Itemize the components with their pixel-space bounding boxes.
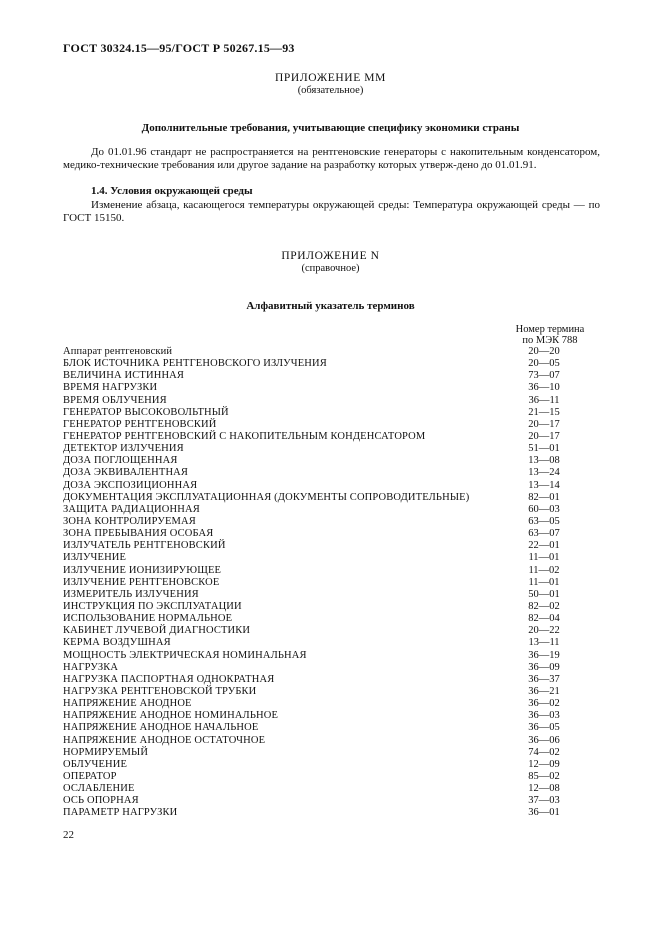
index-entry	[63, 504, 600, 516]
index-term-number: 74—02	[528, 746, 560, 758]
index-term: ЗАЩИТА РАДИАЦИОННАЯ	[63, 503, 200, 515]
index-term-number: 11—02	[528, 564, 560, 576]
index-term-number: 20—20	[528, 346, 560, 357]
index-term: ОПЕРАТОР	[63, 770, 117, 782]
annex-mm-paragraph-1: До 01.01.96 стандарт не распространяется на рентгеновские генераторы с накопительным конденсатором, медико-технические требования или другое задание на разработку которых утверж-дено до 01.01.91.	[63, 146, 600, 171]
index-term-number: 36—03	[528, 710, 560, 722]
index-term-number: 36—21	[528, 685, 560, 697]
index-term-number: 73—07	[528, 370, 560, 382]
column-header-line-2: по МЭК 788	[522, 335, 578, 346]
index-term: ИЗЛУЧЕНИЕ ИОНИЗИРУЮЩЕЕ	[63, 564, 222, 576]
index-entry	[63, 565, 600, 577]
index-term: ДОКУМЕНТАЦИЯ ЭКСПЛУАТАЦИОННАЯ (ДОКУМЕНТЫ СОПРОВОДИТЕЛЬНЫЕ)	[63, 491, 470, 503]
index-term: ДОЗА ЭКСПОЗИЦИОННАЯ	[63, 479, 198, 491]
index-entry	[63, 674, 600, 686]
index-entry	[63, 407, 600, 419]
index-entry	[63, 613, 600, 625]
index-term-number: 82—04	[528, 613, 560, 625]
annex-mm-title: ПРИЛОЖЕНИЕ ММ	[275, 72, 386, 84]
index-entry	[63, 735, 600, 747]
index-entry	[63, 431, 600, 443]
index-term-number: 12—09	[528, 758, 560, 770]
index-term: ИЗЛУЧЕНИЕ	[63, 552, 127, 564]
index-term: КАБИНЕТ ЛУЧЕВОЙ ДИАГНОСТИКИ	[63, 625, 251, 637]
index-entry	[63, 795, 600, 807]
column-header	[500, 324, 600, 346]
index-term: НАГРУЗКА РЕНТГЕНОВСКОЙ ТРУБКИ	[63, 685, 257, 697]
document-header: ГОСТ 30324.15—95/ГОСТ Р 50267.15—93	[63, 41, 295, 55]
index-entry	[63, 346, 600, 358]
index-term-number: 63—05	[528, 515, 560, 527]
index-entry	[63, 783, 600, 795]
index-term: МОЩНОСТЬ ЭЛЕКТРИЧЕСКАЯ НОМИНАЛЬНАЯ	[63, 649, 307, 661]
index-entry	[63, 650, 600, 662]
index-entry	[63, 480, 600, 492]
index-entry	[63, 710, 600, 722]
index-term-number: 21—15	[528, 406, 560, 418]
index-entry	[63, 395, 600, 407]
index-term: ГЕНЕРАТОР РЕНТГЕНОВСКИЙ	[63, 418, 217, 430]
index-entry	[63, 516, 600, 528]
index-term-number: 60—03	[528, 503, 560, 515]
index-term-number: 36—37	[528, 673, 560, 685]
index-term: Аппарат рентгеновский	[63, 346, 173, 357]
index-term-number: 36—06	[528, 734, 560, 746]
page-number: 22	[63, 829, 74, 841]
index-term: НАПРЯЖЕНИЕ АНОДНОЕ ОСТАТОЧНОЕ	[63, 734, 266, 746]
index-term-number: 36—01	[528, 807, 560, 819]
index-entry	[63, 759, 600, 771]
index-entry	[63, 443, 600, 455]
index-term: ВРЕМЯ ОБЛУЧЕНИЯ	[63, 394, 167, 406]
index-entry	[63, 589, 600, 601]
index-term-number: 85—02	[528, 770, 560, 782]
index-term: ДОЗА ЭКВИВАЛЕНТНАЯ	[63, 467, 189, 479]
index-term-number: 82—01	[528, 491, 560, 503]
index-term: ИЗЛУЧАТЕЛЬ РЕНТГЕНОВСКИЙ	[63, 540, 226, 552]
index-term-number: 20—17	[528, 418, 560, 430]
annex-n-subtitle: (справочное)	[301, 263, 360, 274]
index-term-number: 20—05	[528, 358, 560, 370]
index-term: ДЕТЕКТОР ИЗЛУЧЕНИЯ	[63, 443, 184, 455]
index-term-number: 50—01	[528, 588, 560, 600]
index-term-number: 13—14	[528, 479, 560, 491]
annex-mm-heading: Дополнительные требования, учитывающие специфику экономики страны	[141, 122, 520, 134]
index-term: КЕРМА ВОЗДУШНАЯ	[63, 637, 171, 649]
index-term: ОБЛУЧЕНИЕ	[63, 758, 128, 770]
index-entry	[63, 807, 600, 819]
index-entry	[63, 698, 600, 710]
index-entry	[63, 625, 600, 637]
index-term: НАПРЯЖЕНИЕ АНОДНОЕ НОМИНАЛЬНОЕ	[63, 710, 279, 722]
index-term: НОРМИРУЕМЫЙ	[63, 746, 149, 758]
index-term: ДОЗА ПОГЛОЩЕННАЯ	[63, 455, 178, 467]
index-term-number: 13—24	[528, 467, 560, 479]
index-term-number: 13—11	[528, 637, 560, 649]
index-entry	[63, 552, 600, 564]
index-entry	[63, 382, 600, 394]
index-term-number: 82—02	[528, 600, 560, 612]
index-term-number: 51—01	[528, 443, 560, 455]
index-entry	[63, 467, 600, 479]
term-index	[63, 346, 600, 819]
index-entry	[63, 370, 600, 382]
index-term: ПАРАМЕТР НАГРУЗКИ	[63, 807, 178, 819]
index-entry	[63, 686, 600, 698]
index-term-number: 36—09	[528, 661, 560, 673]
column-header-line-1: Номер термина	[515, 324, 585, 335]
annex-n-title: ПРИЛОЖЕНИЕ N	[281, 250, 380, 262]
index-entry	[63, 601, 600, 613]
index-term: ОСЛАБЛЕНИЕ	[63, 783, 135, 795]
index-term: ГЕНЕРАТОР РЕНТГЕНОВСКИЙ С НАКОПИТЕЛЬНЫМ КОНДЕНСАТОРОМ	[63, 430, 426, 442]
index-entry	[63, 528, 600, 540]
index-term: НАПРЯЖЕНИЕ АНОДНОЕ	[63, 698, 192, 710]
index-term-number: 13—08	[528, 455, 560, 467]
index-term: ЗОНА ПРЕБЫВАНИЯ ОСОБАЯ	[63, 528, 214, 540]
index-term: ИЗМЕРИТЕЛЬ ИЗЛУЧЕНИЯ	[63, 588, 199, 600]
index-term-number: 36—05	[528, 722, 560, 734]
index-term: ИНСТРУКЦИЯ ПО ЭКСПЛУАТАЦИИ	[63, 600, 242, 612]
index-term-number: 20—22	[528, 625, 560, 637]
index-entry	[63, 492, 600, 504]
index-term-number: 12—08	[528, 783, 560, 795]
index-entry	[63, 358, 600, 370]
index-term-number: 36—10	[528, 382, 560, 394]
index-term: ИЗЛУЧЕНИЕ РЕНТГЕНОВСКОЕ	[63, 576, 220, 588]
index-term: ГЕНЕРАТОР ВЫСОКОВОЛЬТНЫЙ	[63, 406, 229, 418]
index-term: ЗОНА КОНТРОЛИРУЕМАЯ	[63, 515, 196, 527]
annex-n-heading: Алфавитный указатель терминов	[246, 300, 415, 312]
index-entry	[63, 747, 600, 759]
index-term-number: 63—07	[528, 528, 560, 540]
index-entry	[63, 577, 600, 589]
index-term: НАПРЯЖЕНИЕ АНОДНОЕ НАЧАЛЬНОЕ	[63, 722, 259, 734]
index-term-number: 36—11	[528, 394, 560, 406]
section-heading: 1.4. Условия окружающей среды	[91, 185, 253, 197]
index-term: ВЕЛИЧИНА ИСТИННАЯ	[63, 370, 185, 382]
index-term: НАГРУЗКА	[63, 661, 119, 673]
index-term-number: 22—01	[528, 540, 560, 552]
index-term-number: 11—01	[528, 552, 560, 564]
index-term: ВРЕМЯ НАГРУЗКИ	[63, 382, 158, 394]
index-entry	[63, 771, 600, 783]
index-entry	[63, 540, 600, 552]
index-term: БЛОК ИСТОЧНИКА РЕНТГЕНОВСКОГО ИЗЛУЧЕНИЯ	[63, 358, 327, 370]
annex-mm-subtitle: (обязательное)	[297, 85, 364, 96]
index-entry	[63, 722, 600, 734]
index-term: ИСПОЛЬЗОВАНИЕ НОРМАЛЬНОЕ	[63, 613, 233, 625]
index-entry	[63, 662, 600, 674]
index-term: ОСЬ ОПОРНАЯ	[63, 795, 139, 807]
index-term-number: 36—02	[528, 698, 560, 710]
index-term-number: 11—01	[528, 576, 560, 588]
index-term-number: 20—17	[528, 430, 560, 442]
annex-mm-paragraph-2: Изменение абзаца, касающегося температуры окружающей среды: Температура окружающей среды — по ГОСТ 15150.	[63, 199, 600, 224]
index-term-number: 37—03	[528, 795, 560, 807]
index-entry	[63, 419, 600, 431]
index-term-number: 36—19	[528, 649, 560, 661]
index-term: НАГРУЗКА ПАСПОРТНАЯ ОДНОКРАТНАЯ	[63, 673, 275, 685]
index-entry	[63, 455, 600, 467]
index-entry	[63, 637, 600, 649]
